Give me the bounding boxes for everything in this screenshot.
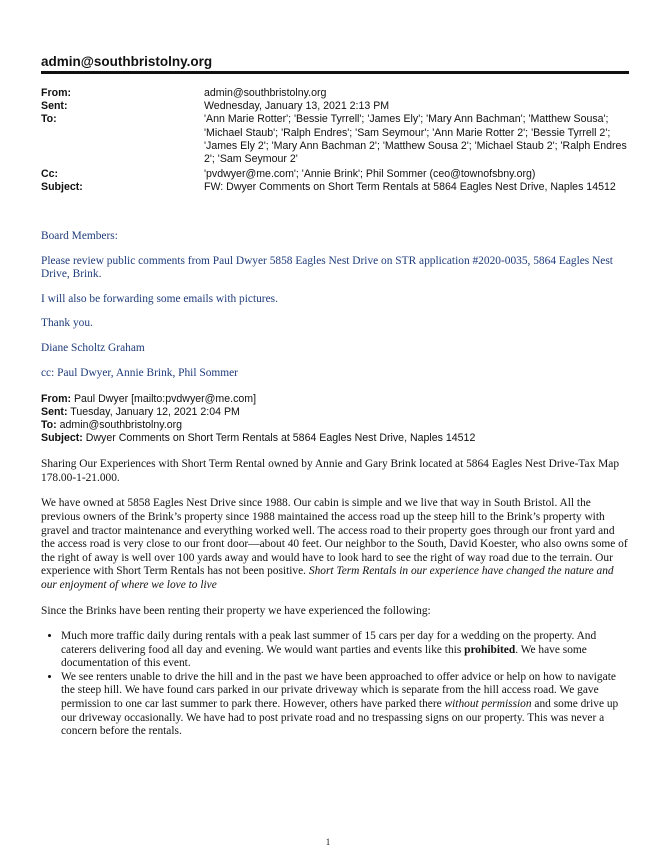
header-value: 'Ann Marie Rotter'; 'Bessie Tyrrell'; 'James Ely'; 'Mary Ann Bachman'; 'Matthew Sousa'; 'Michael Staub'; 'Ralph Endres'; 'Sam Seymour'; 'Ann Marie Rotter 2'; 'Bessie Tyrrell 2'; 'James Ely 2'; 'Mary Ann Bachman 2'; 'Matthew Sousa 2'; 'Michael Staub 2'; 'Ralph Endres 2'; 'Sam Seymour 2' bbox=[204, 113, 627, 166]
fwd-label: Subject: bbox=[41, 432, 83, 445]
header-value: FW: Dwyer Comments on Short Term Rentals at 5864 Eagles Nest Drive, Naples 14512 bbox=[204, 181, 616, 194]
header-label: From: bbox=[41, 87, 72, 99]
list-text: Much more traffic daily during rentals with a peak last summer of 15 cars per day for a wedding on the property. And caterers delivering food all day and evening. We would want parties and events like this bbox=[61, 630, 597, 656]
forwarded-header bbox=[41, 393, 631, 445]
greeting: Board Members: bbox=[41, 230, 118, 242]
fwd-sent bbox=[41, 406, 631, 419]
fwd-label: From: bbox=[41, 393, 72, 406]
header-sent-row bbox=[41, 100, 631, 113]
header-label: Subject: bbox=[41, 181, 83, 194]
header-label: To: bbox=[41, 113, 57, 126]
fwd-value: Tuesday, January 12, 2021 2:04 PM bbox=[67, 406, 240, 419]
message-paragraph: I will also be forwarding some emails with pictures. bbox=[41, 292, 278, 305]
fwd-from bbox=[41, 393, 631, 406]
header-from-row bbox=[41, 87, 631, 100]
cc-line: cc: Paul Dwyer, Annie Brink, Phil Sommer bbox=[41, 366, 238, 379]
list-emphasis: without permission bbox=[444, 698, 532, 711]
fwd-label: To: bbox=[41, 419, 57, 432]
header-subject-row bbox=[41, 181, 631, 194]
list-item bbox=[61, 630, 631, 671]
list-text: and some drive up our driveway occasionally. We have had to post private road and no trespassing signs on our property. This was never a concern before the rentals. bbox=[61, 698, 619, 738]
message-paragraph: Please review public comments from Paul Dwyer 5858 Eagles Nest Drive on STR application #2020-0035, 5864 Eagles Nest Drive, Brink. bbox=[41, 254, 613, 281]
signature: Diane Scholtz Graham bbox=[41, 341, 145, 354]
letter-paragraph: Since the Brinks have been renting their property we have experienced the following: bbox=[41, 604, 431, 617]
header-rule bbox=[41, 71, 629, 74]
fwd-value: Dwyer Comments on Short Term Rentals at 5864 Eagles Nest Drive, Naples 14512 bbox=[82, 432, 476, 445]
header-label: Sent: bbox=[41, 100, 68, 113]
fwd-subject bbox=[41, 432, 631, 445]
header-value: Wednesday, January 13, 2021 2:13 PM bbox=[204, 100, 390, 113]
email-header bbox=[41, 87, 631, 195]
sender-address: admin@southbristolny.org bbox=[41, 54, 213, 69]
fwd-value: admin@southbristolny.org bbox=[56, 419, 183, 432]
message-paragraph: Thank you. bbox=[41, 317, 93, 330]
email-body bbox=[41, 230, 631, 739]
list-text: . We have some documentation of this event. bbox=[61, 643, 587, 670]
letter-intro: Sharing Our Experiences with Short Term Rental owned by Annie and Gary Brink located at 5864 Eagles Nest Drive-Tax Map 178.00-1-21.000. bbox=[41, 458, 620, 484]
page-number: 1 bbox=[325, 837, 331, 847]
fwd-to bbox=[41, 419, 631, 432]
list-item bbox=[61, 671, 631, 739]
list-emphasis: prohibited bbox=[464, 643, 516, 656]
header-value: admin@southbristolny.org bbox=[204, 87, 327, 99]
header-label: Cc: bbox=[41, 168, 59, 181]
letter-emphasis: Short Term Rentals in our experience have changed the nature and our enjoyment of where we love to live bbox=[41, 565, 614, 591]
fwd-label: Sent: bbox=[41, 406, 68, 419]
letter-text: We have owned at 5858 Eagles Nest Drive since 1988. Our cabin is simple and we live that way in South Bristol. All the previous owners of the Brink’s property since 1988 maintained the access road up the steep hill to the Brink’s property with gravel and tractor maintenance and everything worked well. The access road to their property goes through our front yard and the access road is very close to our front door—about 40 feet. Our neighbor to the South, David Koester, who also owns some of the right of away is well over 100 yards away and would have to look hard to see the right of way road due to the terrain. Our experience with Short Term Rentals has not been positive. bbox=[41, 497, 628, 578]
experience-list bbox=[41, 630, 631, 739]
list-text: We see renters unable to drive the hill and in the past we have been approached to offer advice or help on how to navigate the steep hill. We have found cars parked in our private driveway which is separate from the hill access road. We gave permission to one car last summer to park there. However, others have parked there bbox=[61, 670, 616, 711]
header-to-row bbox=[41, 113, 631, 166]
header-cc-row bbox=[41, 168, 631, 181]
header-value: 'pvdwyer@me.com'; 'Annie Brink'; Phil Sommer (ceo@townofsbny.org) bbox=[204, 168, 536, 181]
letter-paragraph bbox=[41, 497, 631, 592]
fwd-value: Paul Dwyer [mailto:pvdwyer@me.com] bbox=[71, 393, 257, 406]
